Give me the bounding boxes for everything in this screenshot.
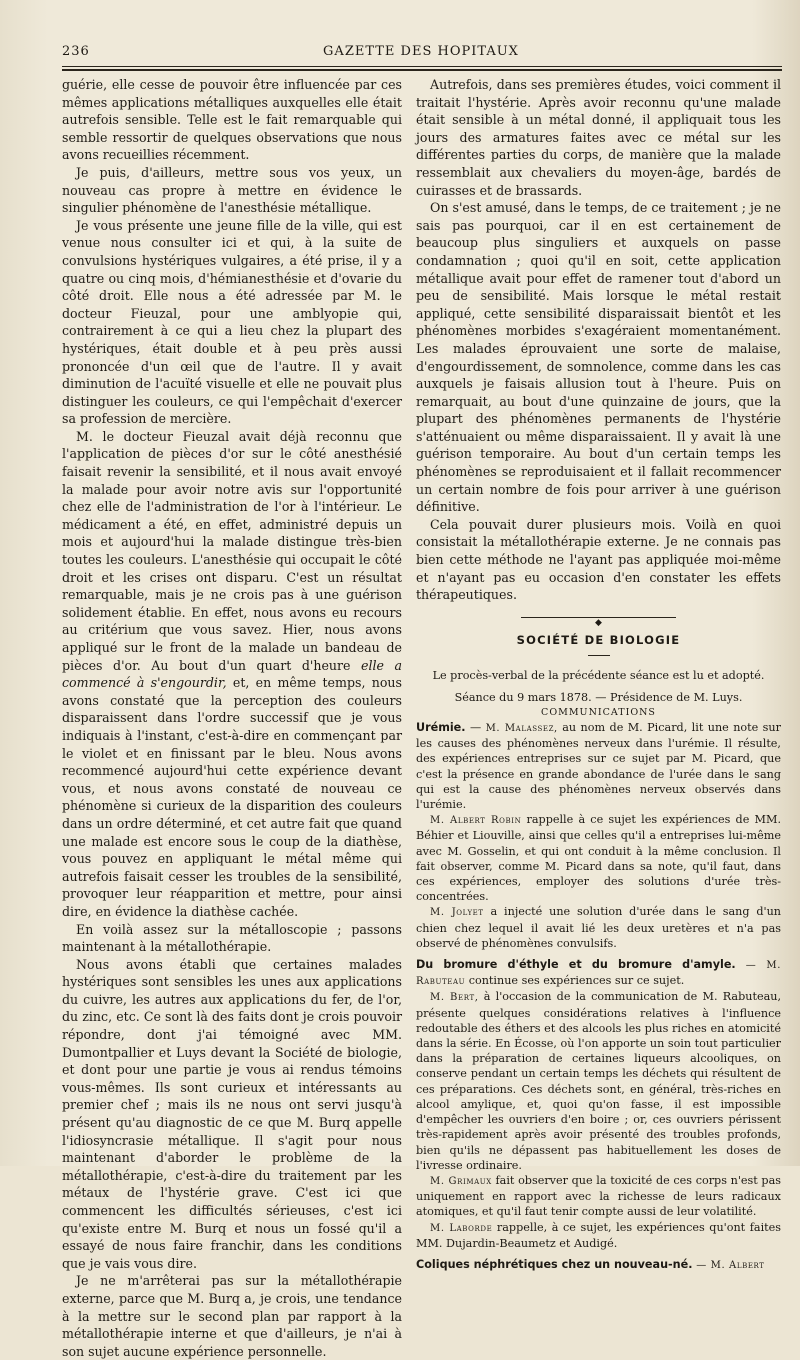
speaker-name: M. Bert, bbox=[430, 992, 479, 1004]
bert-entry bbox=[416, 989, 781, 1172]
ornament-icon: ◆ bbox=[592, 618, 605, 628]
right-column bbox=[416, 76, 781, 1273]
entry-text: fait observer que la toxicité de ces corps n'est pas uniquement en rapport avec la richesse de leurs radicaux atomiques, et qu'il faut tenir compte aussi de leur volatilité. bbox=[416, 1173, 781, 1219]
entry-text: au nom de M. Picard, lit une note sur les causes des phénomènes nerveux dans l'urémie. Il résulte, des expériences entreprises sur ce sujet par M. Picard, que c'est la présence en grande abondance de l'urée dans le sang qui est la cause des phénomènes nerveux observés dans l'urémie. bbox=[416, 721, 781, 812]
paragraph: Autrefois, dans ses premières études, voici comment il traitait l'hystérie. Après avoir reconnu qu'une malade était sensible à un métal donné, il appliquait tous les jours des armatures faites avec ce métal sur les différentes parties du corps, de manière que la malade ressemblait aux chevaliers du moyen-âge, bardés de cuirasses et de brassards. bbox=[416, 77, 781, 198]
paragraph-text: M. le docteur Fieuzal avait déjà reconnu que l'application de pièces d'or sur le côté anesthésié faisait revenir la sensibilité, et il nous avait envoyé la malade pour avoir notre avis sur l'opportunité chez elle de l'administration de l'or à l'intérieur. Le médicament a été, en effet, administré depuis un mois et aujourd'hui la malade distingue très-bien toutes les couleurs. L'anesthésie qui occupait le côté droit et les crises ont disparu. C'est un résultat remarquable, mais je ne crois pas à une guérison solidement établie. En effet, nous avons eu recours au critérium que vous savez. Hier, nous avons appliqué sur le front de la malade un bandeau de pièces d'or. Au bout d'un quart d'heure bbox=[62, 428, 402, 673]
paragraph-text: et, en même temps, nous avons constaté que la perception des couleurs disparaissent dans l'ordre successif que je vous indiquais à l'instant, c'est-à-dire en commençant par le violet et en finissant par le bleu. bbox=[62, 675, 402, 761]
paragraph bbox=[62, 428, 402, 921]
paragraph: Je puis, d'ailleurs, mettre sous vos yeux, un nouveau cas propre à mettre en évidence le singulier phénomène de l'anesthésie métallique. bbox=[62, 164, 402, 216]
seance-line: Séance du 9 mars 1878. — Présidence de M. Luys. bbox=[454, 690, 743, 704]
section-title: SOCIÉTÉ DE BIOLOGIE bbox=[516, 632, 681, 647]
entry-text: rappelle à ce sujet les expériences de MM. Béhier et Liouville, ainsi que celles qu'il a entreprises lui-même avec M. Gosselin, et qui ont conduit à la même conclusion. Il fait observer, comme M. Picard dans sa note, qu'il faut, dans ces expériences, employer des solutions d'urée très-concentrées. bbox=[416, 813, 781, 904]
proces-verbal: Le procès-verbal de la précédente séance est lu et adopté. bbox=[432, 669, 765, 683]
entry-text: rappelle, à ce sujet, les expériences qu'ont faites MM. Dujardin-Beaumetz et Audigé. bbox=[416, 1220, 781, 1250]
paragraph: Je vous présente une jeune fille de la ville, qui est venue nous consulter ici et qui, à la suite de convulsions hystériques vulgaires, a été prise, il y a quatre ou cinq mois, d'hémianesthésie et d'ovarie du côté droit. Elle nous a été adressée par M. le docteur Fieuzal, pour une amblyopie qui, contrairement à ce qui a lieu chez la plupart des hystériques, était double et à peu près aussi prononcée d'un œil que de l'autre. Il y avait diminution de l'acuïté visuelle et elle ne pouvait plus distinguer les couleurs, ce qui l'empêchait d'exercer sa profession de mercière. bbox=[62, 217, 402, 427]
uremie-entry: Urémie. — M. Malassez, au nom de M. Picard, lit une note sur les causes des phénomènes nerveux dans l'urémie. Il résulte, des expériences entreprises sur ce sujet par M. Picard, que c'est la présence en grande abondance de l'urée dans le sang qui est la cause des phénomènes nerveux observés dans l'urémie. bbox=[416, 721, 781, 812]
communications-heading: COMMUNICATIONS bbox=[541, 706, 656, 718]
section-separator bbox=[416, 612, 781, 628]
italic-phrase: elle a commencé à s'engourdir, bbox=[62, 657, 402, 691]
speaker-name: — M. Albert bbox=[692, 1259, 765, 1271]
grimaux-entry bbox=[416, 1173, 781, 1220]
entry-text: à l'occasion de la communication de M. Rabuteau, présente quelques considérations relatives à l'influence redoutable des éthers et des alcools les plus riches en atomicité dans la série. En Écosse, où l'on apporte un soin tout particulier dans la préparation de certaines liqueurs alcooliques, on conserve pendant un certain temps les déchets qui résultent de ces préparations. Ces déchets sont, en général, très-riches en alcool amylique, et, quoi qu'on fasse, il est impossible d'empêcher les ouvriers d'en boire ; or, ces ouvriers périssent très-rapidement après avoir présenté des troubles profonds, bien qu'ils ne dépassent pas habituellement les doses de l'ivresse ordinaire. bbox=[416, 990, 781, 1172]
paragraph-text: Nous avons recommencé aujourd'hui cette expérience devant vous, et nous avons constaté de nouveau ce phénomène si curieux de la disparition des couleurs dans un ordre déterminé, et cet autre fait que quand une malade est encore sous le coup de la diathèse, vous pouvez en appliquant le métal même qui autrefois faisait cesser les troubles de la sensibilité, provoquer leur réapparition et mettre, pour ainsi dire, en évidence la diathèse cachée. bbox=[62, 745, 402, 919]
entry-title: Urémie. bbox=[416, 721, 466, 735]
speaker-name: M. Jolyet bbox=[430, 907, 484, 919]
entry-title: Coliques néphrétiques chez un nouveau-né. bbox=[416, 1257, 693, 1271]
paragraph: On s'est amusé, dans le temps, de ce traitement ; je ne sais pas pourquoi, car il en est certainement de beaucoup plus singuliers et auxquels on passe condamnation ; quoi qu'il en soit, cette application métallique avait pour effet de ramener tout d'abord un peu de sensibilité. Mais lorsque le métal restait appliqué, cette sensibilité disparaissait bientôt et les phénomènes morbides s'exagéraient momentanément. Les malades éprouvaient une sorte de malaise, d'engourdissement, de somnolence, comme dans les cas auxquels je faisais allusion tout à l'heure. Puis on remarquait, au bout d'une quinzaine de jours, que la plupart des phénomènes permanents de l'hystérie s'atténuaient ou même disparaissaient. Il y avait là une guérison temporaire. Au bout d'un certain temps les phénomènes se reproduisaient et il fallait recommencer un certain nombre de fois pour arriver à une guérison définitive. bbox=[416, 200, 781, 515]
header-rule bbox=[62, 66, 782, 71]
robin-entry bbox=[416, 812, 781, 904]
title-rule bbox=[588, 655, 610, 656]
journal-title: GAZETTE DES HOPITAUX bbox=[323, 44, 519, 59]
paragraph: En voilà assez sur la métalloscopie ; passons maintenant à la métallothérapie. bbox=[62, 921, 402, 955]
left-column bbox=[62, 76, 402, 1360]
speaker-name: M. Malassez, bbox=[485, 723, 558, 735]
bromure-entry bbox=[416, 957, 781, 989]
speaker-name: M. Albert Robin bbox=[430, 815, 522, 827]
speaker-name: M. Laborde bbox=[430, 1222, 493, 1234]
paragraph: Nous avons établi que certaines malades hystériques sont sensibles les unes aux applications du cuivre, les autres aux applications du fer, de l'or, du zinc, etc. Ce sont là des faits dont je crois pouvoir répondre, dont j'ai témoigné avec MM. Dumontpallier et Luys devant la Société de biologie, et dont pour une partie je vous ai rendus témoins vous-mêmes. Ils sont curieux et intéressants au premier chef ; mais ils ne nous ont servi jusqu'à présent qu'au diagnostic de ce que M. Burq appelle l'idiosyncrasie métallique. Il s'agit pour nous maintenant d'aborder le problème de la métallothérapie, c'est-à-dire du traitement par les métaux de l'hystérie grave. C'est ici que commencent les difficultés sérieuses, c'est ici qu'existe entre M. Burq et nous un fossé qu'il a essayé de nous faire franchir, dans les conditions que je vais vous dire. bbox=[62, 956, 402, 1271]
coliques-entry bbox=[416, 1257, 781, 1273]
entry-text: continue ses expériences sur ce sujet. bbox=[465, 974, 685, 988]
paragraph: guérie, elle cesse de pouvoir être influencée par ces mêmes applications métalliques auxquelles elle était autrefois sensible. Telle est le fait remarquable qui semble ressortir de quelques observations que nous avons recueillies récemment. bbox=[62, 77, 402, 163]
paragraph: Je ne m'arrêterai pas sur la métallothérapie externe, parce que M. Burq a, je crois, une tendance à la mettre sur le second plan par rapport à la métallothérapie interne et que d'ailleurs, je n'ai à son sujet aucune expérience personnelle. bbox=[62, 1273, 402, 1359]
speaker-name: M. Grimaux bbox=[430, 1175, 492, 1187]
entry-title: Du bromure d'éthyle et du bromure d'amyle. bbox=[416, 958, 736, 972]
speaker-name: — M. Rabuteau bbox=[416, 960, 782, 988]
paragraph: Cela pouvait durer plusieurs mois. Voilà en quoi consistait la métallothérapie externe. Je ne connais pas bien cette méthode ne l'ayant pas appliquée moi-même et n'ayant pas eu occasion d'en constater les effets thérapeutiques. bbox=[416, 516, 781, 603]
entry-text: a injecté une solution d'urée dans le sang d'un chien chez lequel il avait lié les deux uretères et n'a pas observé de phénomènes convulsifs. bbox=[416, 905, 781, 950]
jolyet-entry bbox=[416, 904, 781, 951]
page-header bbox=[62, 44, 780, 66]
laborde-entry bbox=[416, 1220, 781, 1251]
page-number: 236 bbox=[62, 44, 90, 59]
